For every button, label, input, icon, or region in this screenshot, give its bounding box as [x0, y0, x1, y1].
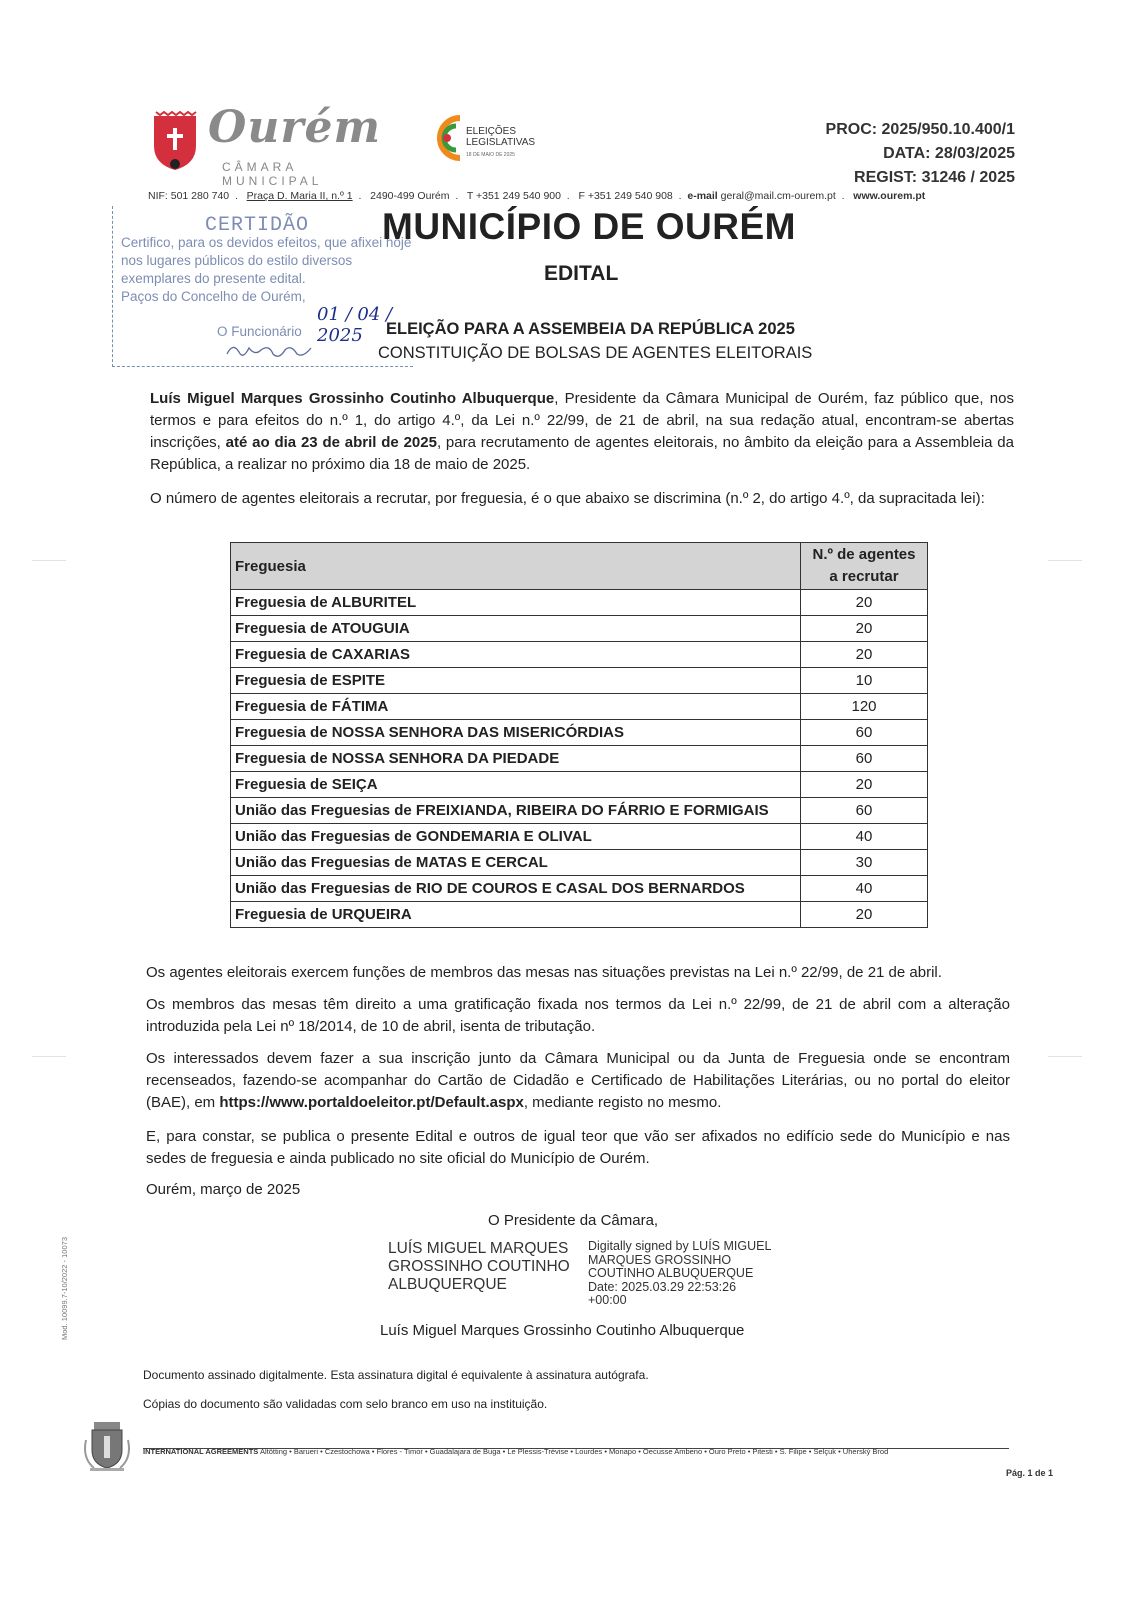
proc-date: DATA: 28/03/2025 — [883, 145, 1015, 162]
nif: NIF: 501 280 740 — [148, 190, 230, 202]
portal-link[interactable]: https://www.portaldoeleitor.pt/Default.aspx — [219, 1094, 524, 1111]
logo-subtitle: CÂMARA MUNICIPAL — [222, 160, 323, 188]
margin-mark — [32, 1056, 66, 1057]
signature-date: Date: 2025.03.29 22:53:26 — [588, 1279, 737, 1294]
stamp-official: O Funcionário — [217, 324, 302, 339]
table-row — [231, 642, 928, 668]
process-info — [826, 118, 1015, 190]
page-number: Pág. 1 de 1 — [1005, 1468, 1053, 1478]
registration-text-2: , mediante registo no mesmo. — [523, 1094, 722, 1111]
agentes-cell: 20 — [801, 616, 928, 642]
table-row — [231, 902, 928, 928]
freguesia-cell: Freguesia de ALBURITEL — [231, 590, 801, 616]
signature-name-line: LUÍS MIGUEL MARQUES — [388, 1240, 569, 1257]
signature-info-line: MARQUES GROSSINHO — [588, 1252, 732, 1267]
table-header-row — [231, 543, 928, 590]
agentes-cell: 20 — [801, 642, 928, 668]
table-row — [231, 668, 928, 694]
agentes-cell: 10 — [801, 668, 928, 694]
agentes-cell: 120 — [801, 694, 928, 720]
signature-info — [588, 1240, 771, 1308]
table-row — [231, 850, 928, 876]
elections-date: 18 DE MAIO DE 2025 — [466, 152, 515, 158]
agentes-cell: 60 — [801, 746, 928, 772]
freguesia-cell: Freguesia de FÁTIMA — [231, 694, 801, 720]
freguesia-cell: Freguesia de NOSSA SENHORA DAS MISERICÓRDIAS — [231, 720, 801, 746]
website-link[interactable]: www.ourem.pt — [853, 190, 926, 202]
agentes-cell: 40 — [801, 824, 928, 850]
paragraph-publication: E, para constar, se publica o presente Edital e outros de igual teor que vão ser afixados no edifício sede do Município e nas sedes de freguesia e ainda publicado no site oficial do Município de Ourém. — [146, 1128, 1010, 1167]
certification-stamp — [112, 206, 413, 367]
signature-info-line: COUTINHO ALBUQUERQUE — [588, 1266, 754, 1280]
footer-agreements — [143, 1447, 1013, 1456]
stamp-text: Certifico, para os devidos efeitos, que afixei hoje nos lugares públicos do estilo diversos exemplares do presente edital. — [121, 235, 412, 286]
address: Praça D. Maria II, n.º 1 — [246, 190, 353, 202]
freguesia-cell: União das Freguesias de RIO DE COUROS E CASAL DOS BERNARDOS — [231, 876, 801, 902]
agentes-cell: 30 — [801, 850, 928, 876]
agentes-cell: 60 — [801, 720, 928, 746]
elections-label: ELEIÇÕES LEGISLATIVAS — [466, 126, 536, 148]
column-header-line2: a recrutar — [829, 568, 899, 585]
stamp-body — [121, 234, 413, 306]
freguesia-cell: Freguesia de CAXARIAS — [231, 642, 801, 668]
stamp-title: CERTIDÃO — [205, 214, 310, 237]
table-row — [231, 616, 928, 642]
shield-icon — [152, 110, 198, 172]
subject-heading: CONSTITUIÇÃO DE BOLSAS DE AGENTES ELEITORAIS — [378, 344, 813, 362]
proc-regist: REGIST: 31246 / 2025 — [854, 169, 1015, 186]
column-header-agentes — [801, 543, 928, 590]
agentes-cell: 40 — [801, 876, 928, 902]
signature-name-line: ALBUQUERQUE — [388, 1276, 507, 1293]
document-type: EDITAL — [544, 262, 619, 285]
stamp-date: 01 / 04 / 2025 — [317, 304, 393, 346]
municipal-logo — [152, 102, 392, 188]
freguesia-cell: Freguesia de NOSSA SENHORA DA PIEDADE — [231, 746, 801, 772]
deadline: até ao dia 23 de abril de 2025 — [225, 434, 437, 451]
president-name: Luís Miguel Marques Grossinho Coutinho Albuquerque — [150, 390, 555, 407]
freguesia-cell: Freguesia de ESPITE — [231, 668, 801, 694]
page-title: MUNICÍPIO DE OURÉM — [382, 206, 796, 247]
table-row — [231, 798, 928, 824]
paragraph-functions: Os agentes eleitorais exercem funções de membros das mesas nas situações previstas na Lei n.º 22/99, de 21 de abril. — [146, 964, 942, 981]
copies-note: Cópias do documento são validadas com selo branco em uso na instituição. — [143, 1397, 548, 1411]
freguesia-cell: Freguesia de URQUEIRA — [231, 902, 801, 928]
intro-paragraph — [150, 388, 1014, 476]
table-row — [231, 772, 928, 798]
agentes-cell: 60 — [801, 798, 928, 824]
phone: T +351 249 540 900 — [466, 190, 561, 202]
signature-name-line: GROSSINHO COUTINHO — [388, 1258, 570, 1275]
fax: F +351 249 540 908 — [578, 190, 673, 202]
table-row — [231, 694, 928, 720]
registration-text-1: Os interessados devem fazer a sua inscrição junto da Câmara Municipal ou da Junta de Freguesia onde se encontram recenseados, fazendo-se acompanhar do Cartão de Cidadão e Certificado de Habilitações Literárias, ou no portal do eleitor (BAE), em — [146, 1050, 1010, 1111]
intro-text-2: , para recrutamento de agentes eleitorais, no âmbito da eleição para a Assembleia da República, a realizar no próximo dia 18 de maio de 2025. — [150, 434, 1014, 473]
email-label: e-mail — [687, 190, 718, 202]
margin-mark — [1048, 1056, 1082, 1057]
election-heading: ELEIÇÃO PARA A ASSEMBEIA DA REPÚBLICA 2025 — [386, 320, 795, 338]
freguesia-cell: União das Freguesias de MATAS E CERCAL — [231, 850, 801, 876]
table-row — [231, 876, 928, 902]
agentes-cell: 20 — [801, 590, 928, 616]
elections-emblem-icon — [430, 112, 464, 164]
column-header-line1: N.º de agentes — [812, 546, 916, 563]
logo-wordmark: Ourém — [208, 102, 382, 153]
digital-signature-note: Documento assinado digitalmente. Esta assinatura digital é equivalente à assinatura autógrafa. — [143, 1368, 649, 1382]
paragraph-registration — [146, 1048, 1010, 1114]
table-intro-paragraph: O número de agentes eleitorais a recrutar, por freguesia, é o que abaixo se discrimina (n.º 2, do artigo 4.º, da supracitada lei): — [150, 490, 985, 507]
side-form-code: Mod. 10099.7-10/2022 - 10073 — [60, 1237, 69, 1340]
agreements-cities: Altötting • Barueri • Czestochowa • Flores - Timor • Guadalajara de Buga • Le Plessis-Trévise • Lourdes • Monapo • Oecusse Ambeno • Ouro Preto • Pitesti • S. Filipe • Selçuk • Uherský Brod — [259, 1447, 889, 1456]
table-row — [231, 824, 928, 850]
elections-logo — [430, 108, 550, 168]
freguesia-cell: Freguesia de SEIÇA — [231, 772, 801, 798]
place-date: Ourém, março de 2025 — [146, 1181, 301, 1198]
agentes-cell: 20 — [801, 772, 928, 798]
proc-number: PROC: 2025/950.10.400/1 — [825, 121, 1015, 138]
paragraph-gratification: Os membros das mesas têm direito a uma gratificação fixada nos termos da Lei n.º 22/99, de 21 de abril com a alteração introduzida pela Lei nº 18/2014, de 10 de abril, isenta de tributação. — [146, 996, 1010, 1035]
handwritten-signature-icon — [225, 340, 315, 362]
contact-line: NIF: 501 280 740 . Praça D. Maria II, n.º 1 . 2490-499 Ourém . T +351 249 540 900 . F +351 249 540 908 . e-mail geral@mail.cm-ourem.pt . www.ourem.pt — [148, 190, 926, 202]
signature-name — [388, 1240, 570, 1294]
signature-info-line: Digitally signed by LUÍS MIGUEL — [588, 1239, 772, 1253]
margin-mark — [32, 560, 66, 561]
freguesia-cell: União das Freguesias de GONDEMARIA E OLIVAL — [231, 824, 801, 850]
agreements-label: INTERNATIONAL AGREEMENTS — [143, 1447, 259, 1456]
column-header-freguesia: Freguesia — [231, 543, 801, 590]
postal-code: 2490-499 Ourém — [370, 190, 450, 202]
freguesia-cell: Freguesia de ATOUGUIA — [231, 616, 801, 642]
municipal-crest-icon — [80, 1418, 134, 1474]
signer-full-name: Luís Miguel Marques Grossinho Coutinho Albuquerque — [380, 1322, 745, 1339]
intro-text-1: , Presidente da Câmara Municipal de Ourém, faz público que, nos termos e para efeitos do n.º 1, do artigo 4.º, da Lei n.º 22/99, de 21 de abril, na sua redação atual, encontram-se abertas inscrições, — [150, 390, 1014, 451]
freguesia-cell: União das Freguesias de FREIXIANDA, RIBEIRA DO FÁRRIO E FORMIGAIS — [231, 798, 801, 824]
margin-mark — [1048, 560, 1082, 561]
email-link[interactable]: geral@mail.cm-ourem.pt — [720, 190, 836, 202]
agentes-cell: 20 — [801, 902, 928, 928]
agents-table — [230, 542, 928, 928]
table-row — [231, 720, 928, 746]
stamp-place: Paços do Concelho de Ourém, — [121, 289, 306, 304]
president-title: O Presidente da Câmara, — [488, 1212, 659, 1229]
signature-timezone: +00:00 — [588, 1293, 627, 1307]
table-row — [231, 746, 928, 772]
table-row — [231, 590, 928, 616]
